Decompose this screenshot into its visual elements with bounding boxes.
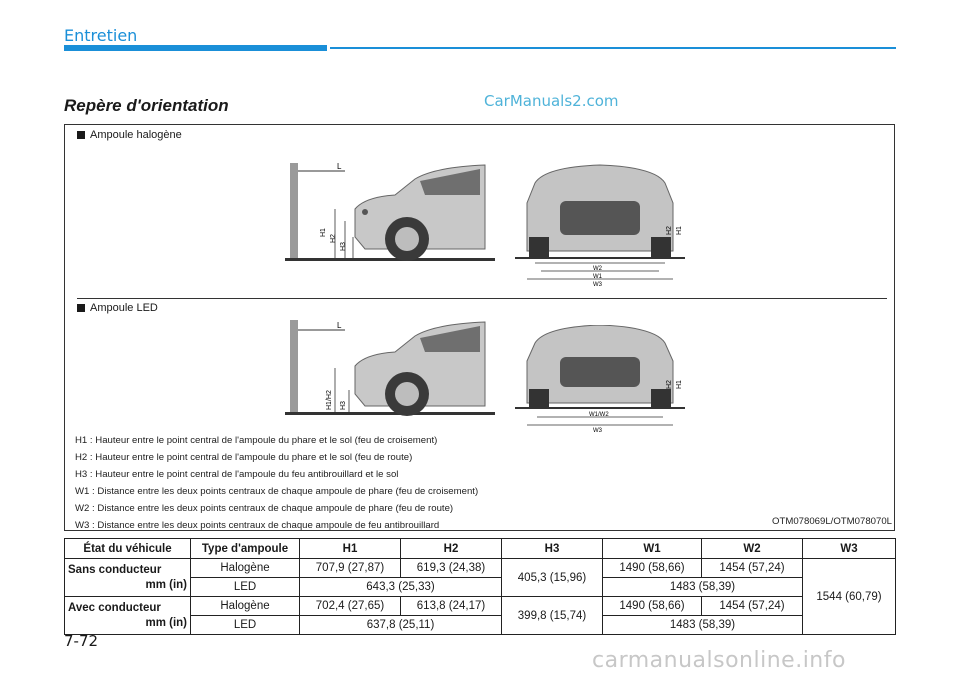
figure-code: OTM078069L/OTM078070L xyxy=(772,516,892,527)
cell-h1: 702,4 (27,65) xyxy=(300,597,401,616)
label-h3-led: H3 xyxy=(340,401,347,410)
page-heading: Repère d'orientation xyxy=(64,96,229,115)
note-w3: W3 : Distance entre les deux points centraux de chaque ampoule de feu antibrouillard xyxy=(75,520,440,531)
row-header-without-driver: Sans conducteur mm (in) xyxy=(65,559,191,597)
led-front-view xyxy=(515,325,685,433)
label-h1-led-front: H1 xyxy=(676,380,683,389)
caption-halogen xyxy=(77,129,182,141)
cell-type: LED xyxy=(191,578,300,597)
label-h1-front: H1 xyxy=(676,226,683,235)
label-l-led: L xyxy=(337,321,342,330)
label-w3: W3 xyxy=(593,282,602,288)
cell-h3: 405,3 (15,96) xyxy=(502,559,603,597)
label-h2-front: H2 xyxy=(666,226,673,235)
label-w3-led: W3 xyxy=(593,428,602,433)
col-header: W1 xyxy=(603,539,702,559)
cell-type: Halogène xyxy=(191,559,300,578)
header-rule-thick xyxy=(64,45,327,51)
col-header: W2 xyxy=(702,539,803,559)
spec-table xyxy=(64,538,896,635)
cell-h2: 619,3 (24,38) xyxy=(401,559,502,578)
halogen-side-view xyxy=(285,157,495,265)
col-header: État du véhicule xyxy=(65,539,191,559)
col-header: Type d'ampoule xyxy=(191,539,300,559)
page-number: 7-72 xyxy=(64,632,99,650)
label-h1h2: H1/H2 xyxy=(326,390,333,410)
label-l: L xyxy=(337,162,342,171)
table-row xyxy=(65,559,896,578)
cell-w2: 1454 (57,24) xyxy=(702,597,803,616)
figure-box xyxy=(64,124,895,531)
label-h1: H1 xyxy=(320,228,327,237)
cell-w1w2: 1483 (58,39) xyxy=(603,616,803,635)
caption-halogen-text: Ampoule halogène xyxy=(90,129,182,141)
square-bullet-icon xyxy=(77,131,85,139)
figure-notes xyxy=(75,432,478,534)
label-w2: W2 xyxy=(593,266,602,272)
halogen-front-view xyxy=(515,163,685,295)
square-bullet-icon xyxy=(77,304,85,312)
cell-h3: 399,8 (15,74) xyxy=(502,597,603,635)
cell-h1h2: 637,8 (25,11) xyxy=(300,616,502,635)
caption-led-text: Ampoule LED xyxy=(90,302,158,314)
cell-w1: 1490 (58,66) xyxy=(603,597,702,616)
cell-h2: 613,8 (24,17) xyxy=(401,597,502,616)
cell-w1: 1490 (58,66) xyxy=(603,559,702,578)
row-header-with-driver: Avec conducteur mm (in) xyxy=(65,597,191,635)
table-row xyxy=(65,597,896,616)
note-h2: H2 : Hauteur entre le point central de l'ampoule du phare et le sol (feu de route) xyxy=(75,452,413,463)
cell-h1h2: 643,3 (25,33) xyxy=(300,578,502,597)
figure-divider xyxy=(77,298,887,299)
cell-h1: 707,9 (27,87) xyxy=(300,559,401,578)
label-h3: H3 xyxy=(340,242,347,251)
col-header: W3 xyxy=(803,539,896,559)
cell-type: LED xyxy=(191,616,300,635)
note-w1: W1 : Distance entre les deux points centraux de chaque ampoule de phare (feu de croisement) xyxy=(75,486,479,497)
header-rule-thin xyxy=(330,47,896,49)
footer-watermark[interactable]: carmanualsonline.info xyxy=(592,648,846,673)
table-header-row xyxy=(65,539,896,559)
caption-led xyxy=(77,302,158,314)
label-w1w2: W1/W2 xyxy=(589,412,609,418)
col-header: H3 xyxy=(502,539,603,559)
note-h1: H1 : Hauteur entre le point central de l'ampoule du phare et le sol (feu de croisement) xyxy=(75,435,438,446)
label-h2-led-front: H2 xyxy=(666,380,673,389)
cell-w2: 1454 (57,24) xyxy=(702,559,803,578)
top-watermark[interactable]: CarManuals2.com xyxy=(484,92,619,110)
col-header: H1 xyxy=(300,539,401,559)
col-header: H2 xyxy=(401,539,502,559)
label-h2: H2 xyxy=(330,234,337,243)
cell-w1w2: 1483 (58,39) xyxy=(603,578,803,597)
cell-type: Halogène xyxy=(191,597,300,616)
label-w1: W1 xyxy=(593,274,602,280)
note-w2: W2 : Distance entre les deux points centraux de chaque ampoule de phare (feu de route) xyxy=(75,503,454,514)
note-h3: H3 : Hauteur entre le point central de l'ampoule du feu antibrouillard et le sol xyxy=(75,469,399,480)
section-title: Entretien xyxy=(64,26,138,45)
cell-w3: 1544 (60,79) xyxy=(803,559,896,635)
led-side-view xyxy=(285,318,495,418)
